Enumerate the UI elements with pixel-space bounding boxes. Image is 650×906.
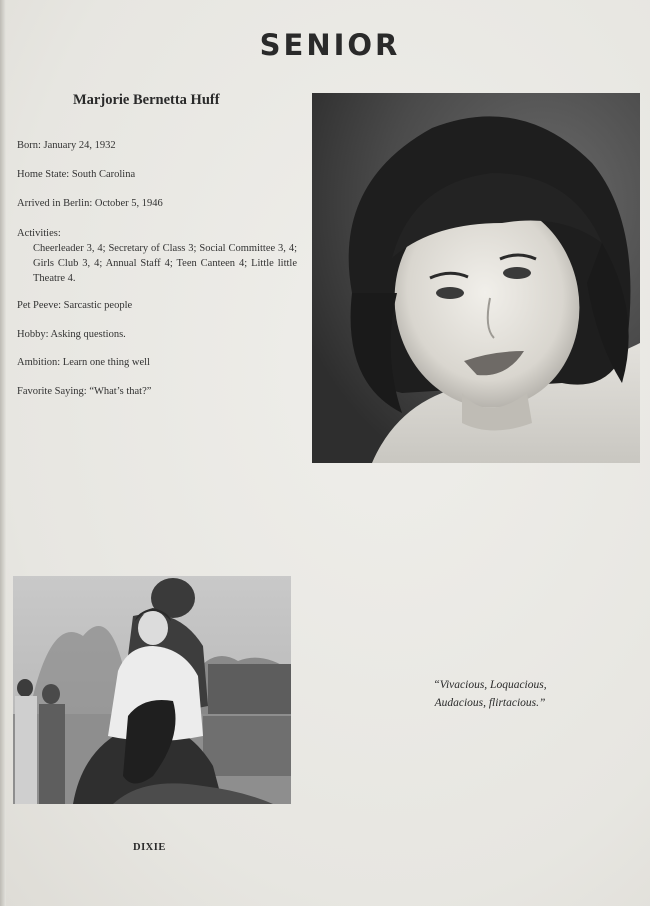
activities-list: Cheerleader 3, 4; Secretary of Class 3; Social Committee 3, 4; Girls Club 3, 4; Annual Staff 4; Teen Canteen 4; Little little Theatre 4. bbox=[33, 243, 297, 284]
page-binding-edge bbox=[0, 0, 6, 906]
arrived-line: Arrived in Berlin: October 5, 1946 bbox=[17, 198, 163, 209]
favorite-saying-line: Favorite Saying: “What’s that?” bbox=[17, 386, 152, 397]
activities-label: Activities: bbox=[17, 228, 61, 239]
snapshot-illustration bbox=[13, 576, 291, 804]
senior-quote bbox=[405, 676, 575, 712]
ambition-line: Ambition: Learn one thing well bbox=[17, 357, 150, 368]
portrait-illustration bbox=[312, 93, 640, 463]
pet-peeve-line: Pet Peeve: Sarcastic people bbox=[17, 300, 133, 311]
born-line: Born: January 24, 1932 bbox=[17, 140, 116, 151]
home-state-line: Home State: South Carolina bbox=[17, 169, 136, 180]
quote-line-2: Audacious, flirtacious.” bbox=[434, 697, 546, 709]
hobby-line: Hobby: Asking questions. bbox=[17, 329, 126, 340]
page-heading: SENIOR bbox=[259, 28, 401, 62]
senior-name: Marjorie Bernetta Huff bbox=[73, 92, 220, 108]
candid-snapshot-photo bbox=[13, 576, 291, 804]
quote-line-1: “Vivacious, Loquacious, bbox=[433, 679, 547, 691]
activities-block bbox=[17, 226, 297, 286]
page-footer: DIXIE bbox=[133, 842, 166, 853]
portrait-photo bbox=[312, 93, 640, 463]
